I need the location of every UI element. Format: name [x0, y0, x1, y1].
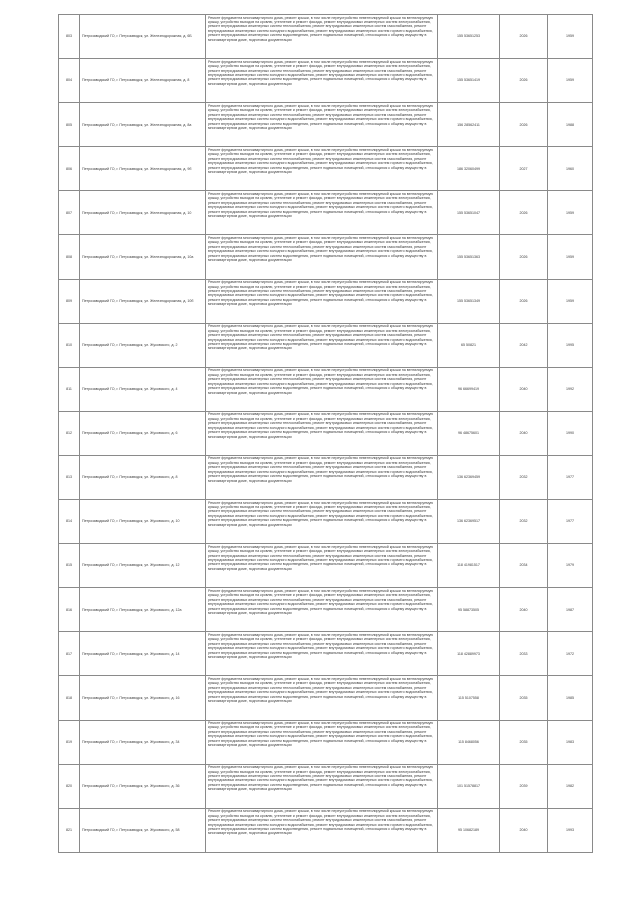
work-description-cell: Ремонт фундамента многоквартирного дома, ремонт крыши, в том числе переустройство невентилируемой крыши на вентилируемую крышу, устройство выходов на кровлю, утепление и ремонт фасада, ремонт внутридомовых инженерных систем электроснабжения, ремонт внутридомовых инженерных систем теплоснабжения, ремонт внутридомовых инженерных систем газоснабжения, ремонт внутридомовых инженерных систем холодного водоснабжения, ремонт внутридомовых инженерных систем горячего водоснабжения, ремонт внутридомовых инженерных систем водоотведения, ремонт подвальных помещений, относящихся к общему имуществу в многоквартирном доме, подготовка документации — [206, 455, 438, 499]
row-number-cell: 811 — [59, 367, 80, 411]
planned-year-cell: 2026 — [500, 59, 548, 103]
table-row — [59, 632, 593, 676]
build-year-cell: 1972 — [548, 632, 593, 676]
build-year-cell: 1985 — [548, 676, 593, 720]
address-cell: Петрозаводский ГО, г. Петрозаводск, ул. Железнодорожная, д. 6Б — [80, 15, 206, 59]
planned-year-cell: 2026 — [500, 235, 548, 279]
row-number-cell: 817 — [59, 632, 80, 676]
build-year-cell: 1979 — [548, 544, 593, 588]
address-cell: Петрозаводский ГО, г. Петрозаводск, ул. Железнодорожная, д. 9б — [80, 147, 206, 191]
planned-year-cell: 2040 — [500, 367, 548, 411]
work-description-cell: Ремонт фундамента многоквартирного дома, ремонт крыши, в том числе переустройство невентилируемой крыши на вентилируемую крышу, устройство выходов на кровлю, утепление и ремонт фасада, ремонт внутридомовых инженерных систем электроснабжения, ремонт внутридомовых инженерных систем теплоснабжения, ремонт внутридомовых инженерных систем газоснабжения, ремонт внутридомовых инженерных систем холодного водоснабжения, ремонт внутридомовых инженерных систем горячего водоснабжения, ремонт внутридомовых инженерных систем водоотведения, ремонт подвальных помещений, относящихся к общему имуществу в многоквартирном доме, подготовка документации — [206, 59, 438, 103]
work-description-cell: Ремонт фундамента многоквартирного дома, ремонт крыши, в том числе переустройство невентилируемой крыши на вентилируемую крышу, устройство выходов на кровлю, утепление и ремонт фасада, ремонт внутридомовых инженерных систем электроснабжения, ремонт внутридомовых инженерных систем теплоснабжения, ремонт внутридомовых инженерных систем газоснабжения, ремонт внутридомовых инженерных систем холодного водоснабжения, ремонт внутридомовых инженерных систем горячего водоснабжения, ремонт внутридомовых инженерных систем водоотведения, ремонт подвальных помещений, относящихся к общему имуществу в многоквартирном доме, подготовка документации — [206, 367, 438, 411]
table-body — [59, 15, 593, 853]
row-number-cell: 810 — [59, 323, 80, 367]
build-year-cell: 1959 — [548, 191, 593, 235]
work-description-cell: Ремонт фундамента многоквартирного дома, ремонт крыши, в том числе переустройство невентилируемой крыши на вентилируемую крышу, устройство выходов на кровлю, утепление и ремонт фасада, ремонт внутридомовых инженерных систем электроснабжения, ремонт внутридомовых инженерных систем теплоснабжения, ремонт внутридомовых инженерных систем газоснабжения, ремонт внутридомовых инженерных систем холодного водоснабжения, ремонт внутридомовых инженерных систем горячего водоснабжения, ремонт внутридомовых инженерных систем водоотведения, ремонт подвальных помещений, относящихся к общему имуществу в многоквартирном доме, подготовка документации — [206, 147, 438, 191]
work-description-cell: Ремонт фундамента многоквартирного дома, ремонт крыши, в том числе переустройство невентилируемой крыши на вентилируемую крышу, устройство выходов на кровлю, утепление и ремонт фасада, ремонт внутридомовых инженерных систем электроснабжения, ремонт внутридомовых инженерных систем теплоснабжения, ремонт внутридомовых инженерных систем газоснабжения, ремонт внутридомовых инженерных систем холодного водоснабжения, ремонт внутридомовых инженерных систем горячего водоснабжения, ремонт внутридомовых инженерных систем водоотведения, ремонт подвальных помещений, относящихся к общему имуществу в многоквартирном доме, подготовка документации — [206, 191, 438, 235]
build-year-cell: 1977 — [548, 455, 593, 499]
build-year-cell: 1993 — [548, 808, 593, 852]
amount-cell: 95 10682189 — [438, 808, 500, 852]
address-cell: Петрозаводский ГО, г. Петрозаводск, ул. Железнодорожная, д. 8 — [80, 59, 206, 103]
table-row — [59, 500, 593, 544]
row-number-cell: 813 — [59, 455, 80, 499]
amount-cell: 118 42889973 — [438, 632, 500, 676]
amount-cell: 96 66699419 — [438, 367, 500, 411]
build-year-cell: 1959 — [548, 15, 593, 59]
work-description-cell: Ремонт фундамента многоквартирного дома, ремонт крыши, в том числе переустройство невентилируемой крыши на вентилируемую крышу, устройство выходов на кровлю, утепление и ремонт фасада, ремонт внутридомовых инженерных систем электроснабжения, ремонт внутридомовых инженерных систем теплоснабжения, ремонт внутридомовых инженерных систем газоснабжения, ремонт внутридомовых инженерных систем холодного водоснабжения, ремонт внутридомовых инженерных систем горячего водоснабжения, ремонт внутридомовых инженерных систем водоотведения, ремонт подвальных помещений, относящихся к общему имуществу в многоквартирном доме, подготовка документации — [206, 279, 438, 323]
table-row — [59, 191, 593, 235]
build-year-cell: 1977 — [548, 500, 593, 544]
build-year-cell: 1982 — [548, 764, 593, 808]
build-year-cell: 1992 — [548, 367, 593, 411]
build-year-cell: 1990 — [548, 411, 593, 455]
amount-cell: 65 50821 — [438, 323, 500, 367]
amount-cell: 95 58873505 — [438, 588, 500, 632]
amount-cell: 155 53651349 — [438, 279, 500, 323]
work-description-cell: Ремонт фундамента многоквартирного дома, ремонт крыши, в том числе переустройство невентилируемой крыши на вентилируемую крышу, устройство выходов на кровлю, утепление и ремонт фасада, ремонт внутридомовых инженерных систем электроснабжения, ремонт внутридомовых инженерных систем теплоснабжения, ремонт внутридомовых инженерных систем газоснабжения, ремонт внутридомовых инженерных систем холодного водоснабжения, ремонт внутридомовых инженерных систем горячего водоснабжения, ремонт внутридомовых инженерных систем водоотведения, ремонт подвальных помещений, относящихся к общему имуществу в многоквартирном доме, подготовка документации — [206, 808, 438, 852]
table-row — [59, 235, 593, 279]
amount-cell: 115 8468056 — [438, 720, 500, 764]
planned-year-cell: 2032 — [500, 500, 548, 544]
row-number-cell: 820 — [59, 764, 80, 808]
build-year-cell: 1987 — [548, 588, 593, 632]
row-number-cell: 818 — [59, 676, 80, 720]
planned-year-cell: 2040 — [500, 808, 548, 852]
work-description-cell: Ремонт фундамента многоквартирного дома, ремонт крыши, в том числе переустройство невентилируемой крыши на вентилируемую крышу, устройство выходов на кровлю, утепление и ремонт фасада, ремонт внутридомовых инженерных систем электроснабжения, ремонт внутридомовых инженерных систем теплоснабжения, ремонт внутридомовых инженерных систем газоснабжения, ремонт внутридомовых инженерных систем холодного водоснабжения, ремонт внутридомовых инженерных систем горячего водоснабжения, ремонт внутридомовых инженерных систем водоотведения, ремонт подвальных помещений, относящихся к общему имуществу в многоквартирном доме, подготовка документации — [206, 632, 438, 676]
address-cell: Петрозаводский ГО, г. Петрозаводск, ул. Жуковского, д. 4 — [80, 367, 206, 411]
amount-cell: 155 53651253 — [438, 15, 500, 59]
address-cell: Петрозаводский ГО, г. Петрозаводск, ул. Жуковского, д. 8 — [80, 455, 206, 499]
work-description-cell: Ремонт фундамента многоквартирного дома, ремонт крыши, в том числе переустройство невентилируемой крыши на вентилируемую крышу, устройство выходов на кровлю, утепление и ремонт фасада, ремонт внутридомовых инженерных систем электроснабжения, ремонт внутридомовых инженерных систем теплоснабжения, ремонт внутридомовых инженерных систем газоснабжения, ремонт внутридомовых инженерных систем холодного водоснабжения, ремонт внутридомовых инженерных систем горячего водоснабжения, ремонт внутридомовых инженерных систем водоотведения, ремонт подвальных помещений, относящихся к общему имуществу в многоквартирном доме, подготовка документации — [206, 588, 438, 632]
amount-cell: 115 5107558 — [438, 676, 500, 720]
row-number-cell: 803 — [59, 15, 80, 59]
address-cell: Петрозаводский ГО, г. Петрозаводск, ул. Железнодорожная, д. 10а — [80, 235, 206, 279]
amount-cell: 155 53651047 — [438, 191, 500, 235]
address-cell: Петрозаводский ГО, г. Петрозаводск, ул. Жуковского, д. 10 — [80, 500, 206, 544]
row-number-cell: 819 — [59, 720, 80, 764]
address-cell: Петрозаводский ГО, г. Петрозаводск, ул. Жуковского, д. 14 — [80, 632, 206, 676]
table-row — [59, 59, 593, 103]
work-description-cell: Ремонт фундамента многоквартирного дома, ремонт крыши, в том числе переустройство невентилируемой крыши на вентилируемую крышу, устройство выходов на кровлю, утепление и ремонт фасада, ремонт внутридомовых инженерных систем электроснабжения, ремонт внутридомовых инженерных систем теплоснабжения, ремонт внутридомовых инженерных систем газоснабжения, ремонт внутридомовых инженерных систем холодного водоснабжения, ремонт внутридомовых инженерных систем горячего водоснабжения, ремонт внутридомовых инженерных систем водоотведения, ремонт подвальных помещений, относящихся к общему имуществу в многоквартирном доме, подготовка документации — [206, 235, 438, 279]
work-description-cell: Ремонт фундамента многоквартирного дома, ремонт крыши, в том числе переустройство невентилируемой крыши на вентилируемую крышу, устройство выходов на кровлю, утепление и ремонт фасада, ремонт внутридомовых инженерных систем электроснабжения, ремонт внутридомовых инженерных систем теплоснабжения, ремонт внутридомовых инженерных систем газоснабжения, ремонт внутридомовых инженерных систем холодного водоснабжения, ремонт внутридомовых инженерных систем горячего водоснабжения, ремонт внутридомовых инженерных систем водоотведения, ремонт подвальных помещений, относящихся к общему имуществу в многоквартирном доме, подготовка документации — [206, 764, 438, 808]
planned-year-cell: 2034 — [500, 544, 548, 588]
table-row — [59, 323, 593, 367]
table-row — [59, 588, 593, 632]
planned-year-cell: 2033 — [500, 632, 548, 676]
table-row — [59, 103, 593, 147]
address-cell: Петрозаводский ГО, г. Петрозаводск, ул. Железнодорожная, д. 10б — [80, 279, 206, 323]
table-row — [59, 720, 593, 764]
row-number-cell: 807 — [59, 191, 80, 235]
amount-cell: 136 62369517 — [438, 500, 500, 544]
amount-cell: 156 28562411 — [438, 103, 500, 147]
table-row — [59, 147, 593, 191]
amount-cell: 96 48675601 — [438, 411, 500, 455]
address-cell: Петрозаводский ГО, г. Петрозаводск, ул. Жуковского, д. 36 — [80, 764, 206, 808]
table-row — [59, 411, 593, 455]
table-row — [59, 764, 593, 808]
amount-cell: 155 53651419 — [438, 59, 500, 103]
row-number-cell: 808 — [59, 235, 80, 279]
planned-year-cell: 2027 — [500, 147, 548, 191]
address-cell: Петрозаводский ГО, г. Петрозаводск, ул. Железнодорожная, д. 8а — [80, 103, 206, 147]
work-description-cell: Ремонт фундамента многоквартирного дома, ремонт крыши, в том числе переустройство невентилируемой крыши на вентилируемую крышу, устройство выходов на кровлю, утепление и ремонт фасада, ремонт внутридомовых инженерных систем электроснабжения, ремонт внутридомовых инженерных систем теплоснабжения, ремонт внутридомовых инженерных систем газоснабжения, ремонт внутридомовых инженерных систем холодного водоснабжения, ремонт внутридомовых инженерных систем горячего водоснабжения, ремонт внутридомовых инженерных систем водоотведения, ремонт подвальных помещений, относящихся к общему имуществу в многоквартирном доме, подготовка документации — [206, 15, 438, 59]
planned-year-cell: 2026 — [500, 279, 548, 323]
row-number-cell: 804 — [59, 59, 80, 103]
row-number-cell: 814 — [59, 500, 80, 544]
work-description-cell: Ремонт фундамента многоквартирного дома, ремонт крыши, в том числе переустройство невентилируемой крыши на вентилируемую крышу, устройство выходов на кровлю, утепление и ремонт фасада, ремонт внутридомовых инженерных систем электроснабжения, ремонт внутридомовых инженерных систем теплоснабжения, ремонт внутридомовых инженерных систем газоснабжения, ремонт внутридомовых инженерных систем холодного водоснабжения, ремонт внутридомовых инженерных систем горячего водоснабжения, ремонт внутридомовых инженерных систем водоотведения, ремонт подвальных помещений, относящихся к общему имуществу в многоквартирном доме, подготовка документации — [206, 500, 438, 544]
planned-year-cell: 2032 — [500, 455, 548, 499]
build-year-cell: 1959 — [548, 59, 593, 103]
address-cell: Петрозаводский ГО, г. Петрозаводск, ул. Жуковского, д. 12а — [80, 588, 206, 632]
work-description-cell: Ремонт фундамента многоквартирного дома, ремонт крыши, в том числе переустройство невентилируемой крыши на вентилируемую крышу, устройство выходов на кровлю, утепление и ремонт фасада, ремонт внутридомовых инженерных систем электроснабжения, ремонт внутридомовых инженерных систем теплоснабжения, ремонт внутридомовых инженерных систем газоснабжения, ремонт внутридомовых инженерных систем холодного водоснабжения, ремонт внутридомовых инженерных систем горячего водоснабжения, ремонт внутридомовых инженерных систем водоотведения, ремонт подвальных помещений, относящихся к общему имуществу в многоквартирном доме, подготовка документации — [206, 676, 438, 720]
planned-year-cell: 2035 — [500, 720, 548, 764]
work-description-cell: Ремонт фундамента многоквартирного дома, ремонт крыши, в том числе переустройство невентилируемой крыши на вентилируемую крышу, устройство выходов на кровлю, утепление и ремонт фасада, ремонт внутридомовых инженерных систем электроснабжения, ремонт внутридомовых инженерных систем теплоснабжения, ремонт внутридомовых инженерных систем газоснабжения, ремонт внутридомовых инженерных систем холодного водоснабжения, ремонт внутридомовых инженерных систем горячего водоснабжения, ремонт внутридомовых инженерных систем водоотведения, ремонт подвальных помещений, относящихся к общему имуществу в многоквартирном доме, подготовка документации — [206, 103, 438, 147]
planned-year-cell: 2035 — [500, 676, 548, 720]
amount-cell: 118 41981517 — [438, 544, 500, 588]
table-row — [59, 15, 593, 59]
address-cell: Петрозаводский ГО, г. Петрозаводск, ул. Жуковского, д. 58 — [80, 808, 206, 852]
address-cell: Петрозаводский ГО, г. Петрозаводск, ул. Жуковского, д. 12 — [80, 544, 206, 588]
amount-cell: 155 53651363 — [438, 235, 500, 279]
row-number-cell: 815 — [59, 544, 80, 588]
work-description-cell: Ремонт фундамента многоквартирного дома, ремонт крыши, в том числе переустройство невентилируемой крыши на вентилируемую крышу, устройство выходов на кровлю, утепление и ремонт фасада, ремонт внутридомовых инженерных систем электроснабжения, ремонт внутридомовых инженерных систем теплоснабжения, ремонт внутридомовых инженерных систем газоснабжения, ремонт внутридомовых инженерных систем холодного водоснабжения, ремонт внутридомовых инженерных систем горячего водоснабжения, ремонт внутридомовых инженерных систем водоотведения, ремонт подвальных помещений, относящихся к общему имуществу в многоквартирном доме, подготовка документации — [206, 411, 438, 455]
address-cell: Петрозаводский ГО, г. Петрозаводск, ул. Жуковского, д. 16 — [80, 676, 206, 720]
address-cell: Петрозаводский ГО, г. Петрозаводск, ул. Железнодорожная, д. 10 — [80, 191, 206, 235]
build-year-cell: 1960 — [548, 147, 593, 191]
build-year-cell: 1988 — [548, 103, 593, 147]
table-row — [59, 279, 593, 323]
work-description-cell: Ремонт фундамента многоквартирного дома, ремонт крыши, в том числе переустройство невентилируемой крыши на вентилируемую крышу, устройство выходов на кровлю, утепление и ремонт фасада, ремонт внутридомовых инженерных систем электроснабжения, ремонт внутридомовых инженерных систем теплоснабжения, ремонт внутридомовых инженерных систем газоснабжения, ремонт внутридомовых инженерных систем холодного водоснабжения, ремонт внутридомовых инженерных систем горячего водоснабжения, ремонт внутридомовых инженерных систем водоотведения, ремонт подвальных помещений, относящихся к общему имуществу в многоквартирном доме, подготовка документации — [206, 720, 438, 764]
amount-cell: 136 62369459 — [438, 455, 500, 499]
address-cell: Петрозаводский ГО, г. Петрозаводск, ул. Жуковского, д. 2 — [80, 323, 206, 367]
table-row — [59, 544, 593, 588]
amount-cell: 186 32060499 — [438, 147, 500, 191]
row-number-cell: 816 — [59, 588, 80, 632]
address-cell: Петрозаводский ГО, г. Петрозаводск, ул. Жуковского, д. 34 — [80, 720, 206, 764]
planned-year-cell: 2042 — [500, 323, 548, 367]
table-row — [59, 808, 593, 852]
build-year-cell: 1959 — [548, 279, 593, 323]
planned-year-cell: 2026 — [500, 191, 548, 235]
address-cell: Петрозаводский ГО, г. Петрозаводск, ул. Жуковского, д. 6 — [80, 411, 206, 455]
work-description-cell: Ремонт фундамента многоквартирного дома, ремонт крыши, в том числе переустройство невентилируемой крыши на вентилируемую крышу, устройство выходов на кровлю, утепление и ремонт фасада, ремонт внутридомовых инженерных систем электроснабжения, ремонт внутридомовых инженерных систем теплоснабжения, ремонт внутридомовых инженерных систем газоснабжения, ремонт внутридомовых инженерных систем холодного водоснабжения, ремонт внутридомовых инженерных систем горячего водоснабжения, ремонт внутридомовых инженерных систем водоотведения, ремонт подвальных помещений, относящихся к общему имуществу в многоквартирном доме, подготовка документации — [206, 544, 438, 588]
capital-repair-table — [58, 14, 593, 853]
row-number-cell: 812 — [59, 411, 80, 455]
table-row — [59, 455, 593, 499]
row-number-cell: 821 — [59, 808, 80, 852]
planned-year-cell: 2040 — [500, 588, 548, 632]
work-description-cell: Ремонт фундамента многоквартирного дома, ремонт крыши, в том числе переустройство невентилируемой крыши на вентилируемую крышу, устройство выходов на кровлю, утепление и ремонт фасада, ремонт внутридомовых инженерных систем электроснабжения, ремонт внутридомовых инженерных систем теплоснабжения, ремонт внутридомовых инженерных систем газоснабжения, ремонт внутридомовых инженерных систем холодного водоснабжения, ремонт внутридомовых инженерных систем горячего водоснабжения, ремонт внутридомовых инженерных систем водоотведения, ремонт подвальных помещений, относящихся к общему имуществу в многоквартирном доме, подготовка документации — [206, 323, 438, 367]
table-row — [59, 367, 593, 411]
table-row — [59, 676, 593, 720]
row-number-cell: 806 — [59, 147, 80, 191]
planned-year-cell: 2026 — [500, 15, 548, 59]
planned-year-cell: 2026 — [500, 103, 548, 147]
amount-cell: 101 51578817 — [438, 764, 500, 808]
build-year-cell: 1983 — [548, 720, 593, 764]
row-number-cell: 805 — [59, 103, 80, 147]
planned-year-cell: 2040 — [500, 411, 548, 455]
row-number-cell: 809 — [59, 279, 80, 323]
build-year-cell: 1995 — [548, 323, 593, 367]
planned-year-cell: 2039 — [500, 764, 548, 808]
build-year-cell: 1959 — [548, 235, 593, 279]
